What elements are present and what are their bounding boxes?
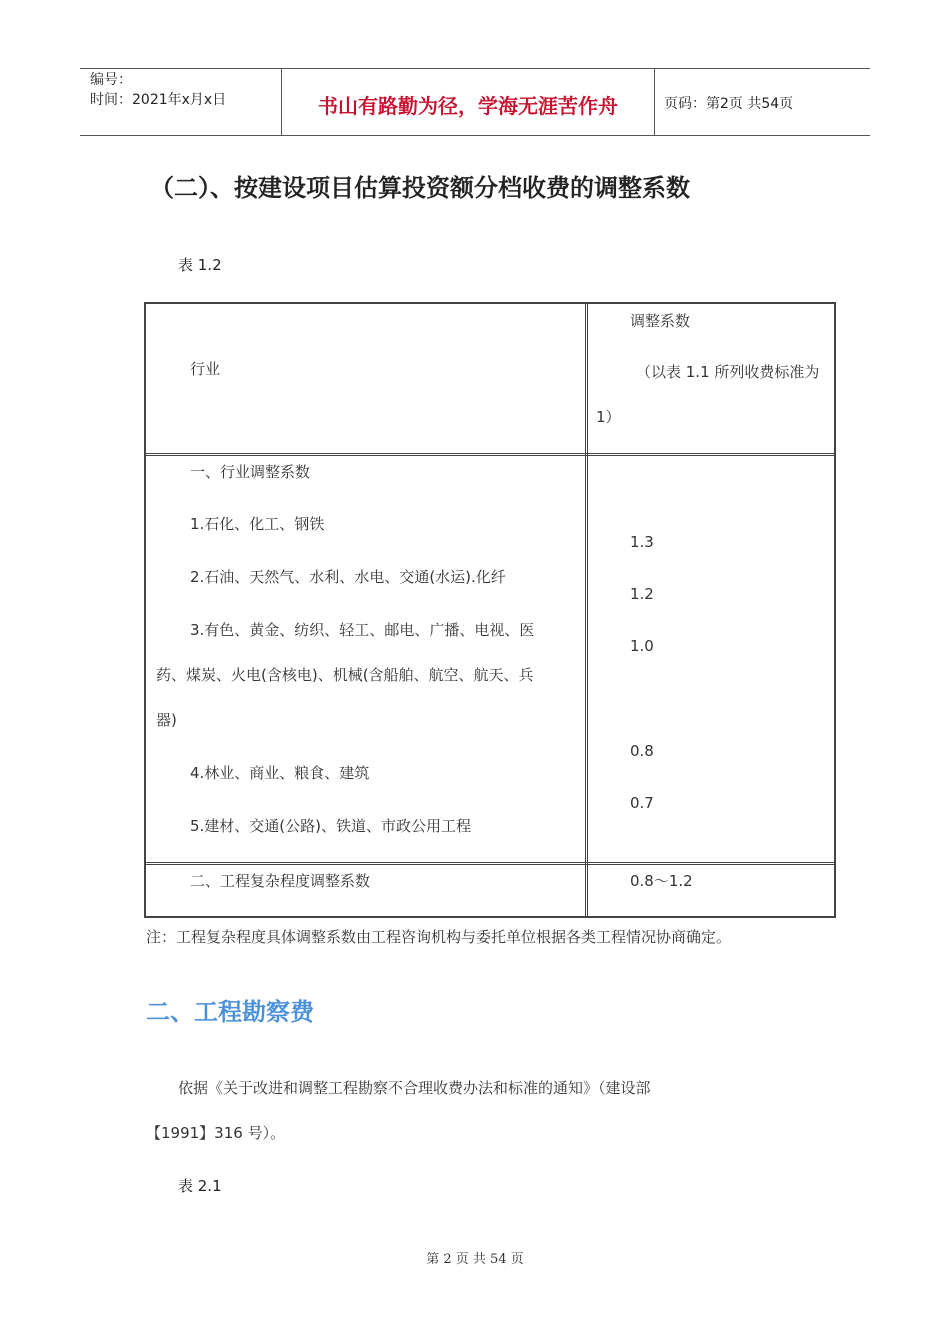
- table-row-value: 1.2: [630, 585, 654, 603]
- table-row-divider-1: [146, 453, 834, 456]
- document-date: 时间：2021年x月x日: [90, 92, 227, 108]
- table-group-industry-title: 一、行业调整系数: [190, 463, 311, 481]
- section-heading: （二）、按建设项目估算投资额分档收费的调整系数: [150, 173, 690, 202]
- table1-caption: 表 1.2: [178, 256, 222, 274]
- table-row-label: 1.石化、化工、钢铁: [190, 515, 325, 533]
- page-footer: 第 2 页 共 54 页: [426, 1252, 524, 1267]
- section2-heading: 二、工程勘察费: [146, 997, 314, 1026]
- table-row-value: 0.8: [630, 742, 654, 760]
- table-row-divider-2: [146, 862, 834, 865]
- table-header-industry: 行业: [190, 360, 221, 378]
- table2-caption: 表 2.1: [178, 1177, 222, 1195]
- table-row-label-continued: 药、煤炭、火电(含核电)、机械(含船舶、航空、航天、兵: [156, 666, 534, 684]
- table-row-value: 1.0: [630, 637, 654, 655]
- table-row-label: 3.有色、黄金、纺织、轻工、邮电、广播、电视、医: [190, 621, 535, 639]
- table-row-label: 5.建材、交通(公路)、铁道、市政公用工程: [190, 817, 472, 835]
- header-motto: 书山有路勤为径，学海无涯苦作舟: [318, 94, 618, 118]
- table-row-label: 2.石油、天然气、水利、水电、交通(水运).化纤: [190, 568, 506, 586]
- table-column-divider: [585, 304, 588, 916]
- header-top-rule: [80, 68, 870, 69]
- table-group-complexity-title: 二、工程复杂程度调整系数: [190, 872, 371, 890]
- table-row-value: 0.7: [630, 794, 654, 812]
- header-page-info: 页码：第2页 共54页: [664, 96, 794, 112]
- table-row-label: 4.林业、商业、粮食、建筑: [190, 764, 370, 782]
- table-row-value: 1.3: [630, 533, 654, 551]
- table-row-label-continued: 器): [156, 711, 177, 729]
- table-note: 注：工程复杂程度具体调整系数由工程咨询机构与委托单位根据各类工程情况协商确定。: [146, 928, 732, 946]
- header-divider-right: [654, 68, 655, 136]
- table-group-complexity-value: 0.8～1.2: [630, 872, 693, 890]
- table-header-coefficient-note: （以表 1.1 所列收费标准为: [636, 363, 820, 381]
- document-number-label: 编号：: [90, 72, 132, 88]
- header-bottom-rule: [80, 135, 870, 136]
- table-header-coefficient: 调整系数: [630, 312, 691, 330]
- table-header-coefficient-note-end: 1）: [596, 408, 621, 426]
- paragraph-line: 【1991】316 号）。: [146, 1124, 286, 1142]
- header-meta: [90, 70, 226, 110]
- paragraph-line: 依据《关于改进和调整工程勘察不合理收费办法和标准的通知》（建设部: [178, 1079, 651, 1097]
